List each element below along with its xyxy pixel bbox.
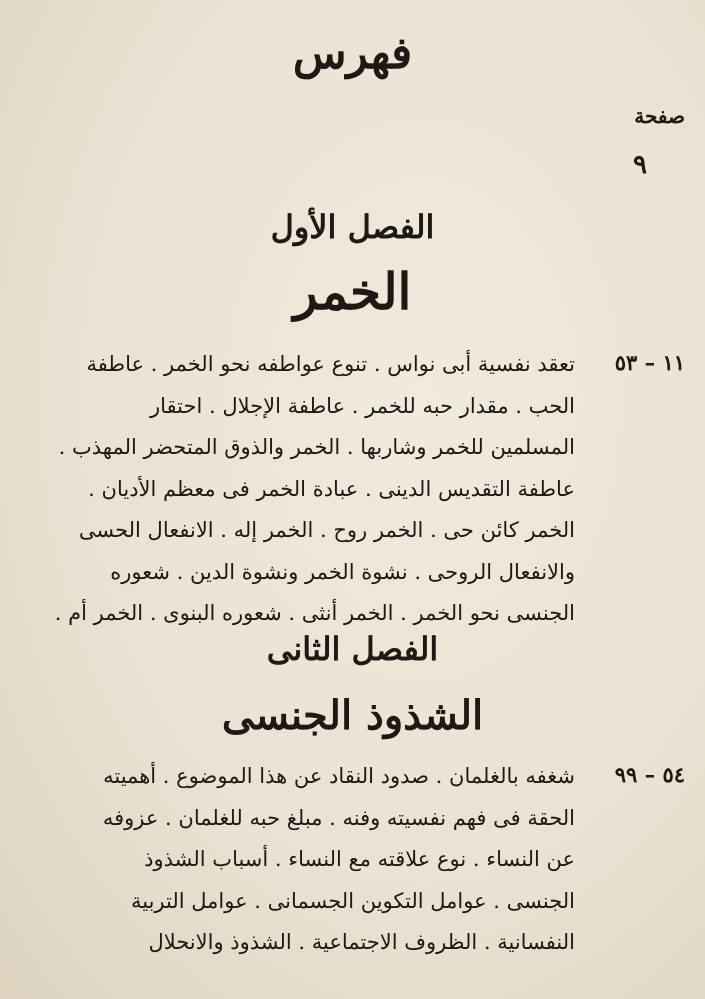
page-column-header: صفحة — [634, 104, 685, 128]
chapter-1-pages: ١١ – ٥٣ — [614, 350, 685, 375]
chapter-1-summary — [15, 344, 575, 635]
intro-page-number: ٩ — [633, 150, 647, 180]
summary-line: عاطفة التقديس الدينى . عبادة الخمر فى معظم الأديان . — [88, 476, 575, 501]
chapter-2-pages: ٥٤ – ٩٩ — [614, 762, 685, 787]
summary-line: الحقة فى فهم نفسيته وفنه . مبلغ حبه للغلمان . عزوفه — [102, 805, 575, 830]
summary-line: عن النساء . نوع علاقته مع النساء . أسباب الشذوذ — [144, 847, 575, 871]
summary-line: الجنسى نحو الخمر . الخمر أنثى . شعوره البنوى . الخمر أم . — [54, 601, 575, 625]
summary-line: المسلمين للخمر وشاربها . الخمر والذوق المتحضر المهذب . — [58, 435, 575, 459]
summary-line: تعقد نفسية أبى نواس . تنوع عواطفه نحو الخمر . عاطفة — [86, 352, 575, 376]
summary-line: النفسانية . الظروف الاجتماعية . الشذوذ والانحلال — [148, 930, 575, 954]
summary-line: الخمر كائن حى . الخمر روح . الخمر إله . الانفعال الحسى — [78, 518, 575, 542]
chapter-2-summary — [15, 756, 575, 964]
summary-line: والانفعال الروحى . نشوة الخمر ونشوة الدين . شعوره — [110, 559, 575, 584]
summary-line: الجنسى . عوامل التكوين الجسمانى . عوامل التربية — [130, 888, 575, 913]
chapter-2-label: الفصل الثانى — [266, 630, 439, 668]
chapter-1-name: الخمر — [293, 262, 412, 321]
chapter-1-label: الفصل الأول — [270, 208, 435, 246]
chapter-2-name: الشذوذ الجنسى — [221, 692, 484, 739]
page-title: فهرس — [292, 28, 413, 79]
summary-line: الحب . مقدار حبه للخمر . عاطفة الإجلال . احتقار — [149, 393, 575, 418]
summary-line: شغفه بالغلمان . صدود النقاد عن هذا الموضوع . أهميته — [103, 764, 575, 788]
